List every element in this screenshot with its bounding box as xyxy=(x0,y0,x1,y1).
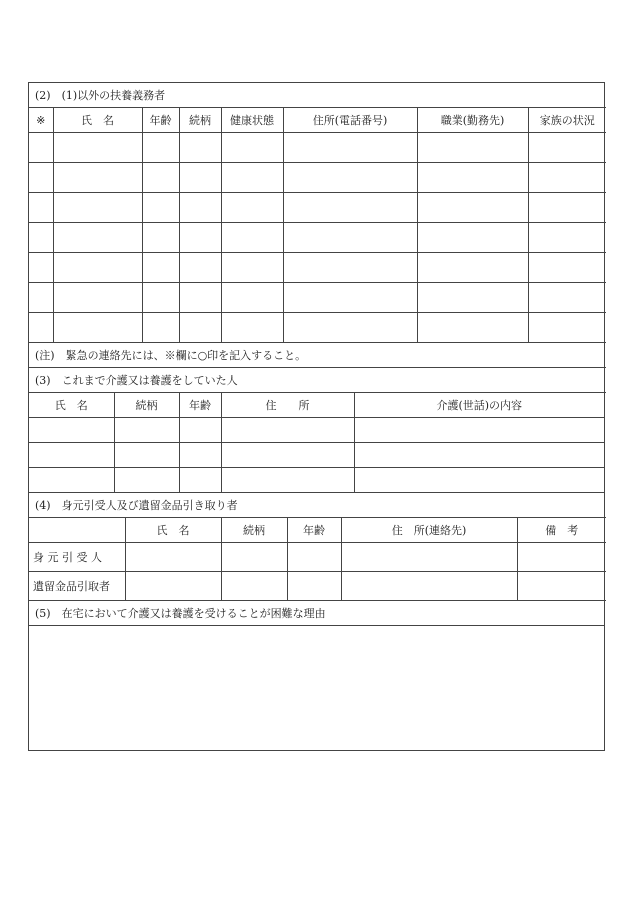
header-remarks: 備 考 xyxy=(517,518,606,543)
table-row xyxy=(29,253,606,283)
section-3-title: (3) これまで介護又は養護をしていた人 xyxy=(29,368,606,393)
name-cell[interactable] xyxy=(29,443,114,468)
age-cell[interactable] xyxy=(179,443,221,468)
relation-cell[interactable] xyxy=(221,572,287,601)
address-cell[interactable] xyxy=(283,313,417,343)
remarks-cell[interactable] xyxy=(517,572,606,601)
address-cell[interactable] xyxy=(221,468,354,493)
family-cell[interactable] xyxy=(528,253,606,283)
occupation-cell[interactable] xyxy=(417,133,528,163)
occupation-cell[interactable] xyxy=(417,193,528,223)
relation-cell[interactable] xyxy=(179,253,221,283)
health-cell[interactable] xyxy=(221,223,283,253)
relation-cell[interactable] xyxy=(114,468,179,493)
belongings-recipient-label: 遺留金品引取者 xyxy=(29,572,125,601)
relation-cell[interactable] xyxy=(179,193,221,223)
family-cell[interactable] xyxy=(528,313,606,343)
age-cell[interactable] xyxy=(287,543,341,572)
relation-cell[interactable] xyxy=(179,223,221,253)
table-row xyxy=(29,468,604,493)
address-cell[interactable] xyxy=(283,193,417,223)
section-2-table xyxy=(29,83,606,393)
address-cell[interactable] xyxy=(283,223,417,253)
section-4-title: (4) 身元引受人及び遺留金品引き取り者 xyxy=(29,493,604,518)
header-address-phone: 住所(電話番号) xyxy=(283,108,417,133)
age-cell[interactable] xyxy=(179,468,221,493)
occupation-cell[interactable] xyxy=(417,223,528,253)
header-age: 年齢 xyxy=(142,108,179,133)
mark-cell[interactable] xyxy=(29,253,53,283)
name-cell[interactable] xyxy=(29,468,114,493)
health-cell[interactable] xyxy=(221,313,283,343)
age-cell[interactable] xyxy=(142,223,179,253)
guarantor-label: 身 元 引 受 人 xyxy=(29,543,125,572)
name-cell[interactable] xyxy=(53,313,142,343)
age-cell[interactable] xyxy=(142,163,179,193)
mark-cell[interactable] xyxy=(29,283,53,313)
health-cell[interactable] xyxy=(221,133,283,163)
relation-cell[interactable] xyxy=(114,443,179,468)
remarks-cell[interactable] xyxy=(517,543,606,572)
name-cell[interactable] xyxy=(53,193,142,223)
family-cell[interactable] xyxy=(528,193,606,223)
table-row xyxy=(29,193,606,223)
name-cell[interactable] xyxy=(53,163,142,193)
care-application-form xyxy=(28,82,605,751)
header-address-contact: 住 所(連絡先) xyxy=(341,518,517,543)
header-age: 年齢 xyxy=(287,518,341,543)
header-relation: 続柄 xyxy=(114,393,179,418)
relation-cell[interactable] xyxy=(179,133,221,163)
address-cell[interactable] xyxy=(341,543,517,572)
family-cell[interactable] xyxy=(528,223,606,253)
name-cell[interactable] xyxy=(125,543,221,572)
table-row xyxy=(29,133,606,163)
occupation-cell[interactable] xyxy=(417,253,528,283)
address-cell[interactable] xyxy=(283,253,417,283)
section-3-table xyxy=(29,392,604,518)
table-row xyxy=(29,572,606,601)
address-cell[interactable] xyxy=(221,418,354,443)
health-cell[interactable] xyxy=(221,193,283,223)
header-name: 氏 名 xyxy=(29,393,114,418)
occupation-cell[interactable] xyxy=(417,283,528,313)
care-content-cell[interactable] xyxy=(354,443,604,468)
address-cell[interactable] xyxy=(283,283,417,313)
section-2-title: (2) (1)以外の扶養義務者 xyxy=(29,83,606,108)
age-cell[interactable] xyxy=(142,313,179,343)
header-relation: 続柄 xyxy=(179,108,221,133)
header-age: 年齢 xyxy=(179,393,221,418)
name-cell[interactable] xyxy=(29,418,114,443)
address-cell[interactable] xyxy=(221,443,354,468)
header-health: 健康状態 xyxy=(221,108,283,133)
age-cell[interactable] xyxy=(142,193,179,223)
emergency-contact-note: (注) 緊急の連絡先には、※欄に○印を記入すること。 xyxy=(29,343,606,368)
occupation-cell[interactable] xyxy=(417,313,528,343)
age-cell[interactable] xyxy=(142,253,179,283)
mark-cell[interactable] xyxy=(29,223,53,253)
age-cell[interactable] xyxy=(142,283,179,313)
relation-cell[interactable] xyxy=(221,543,287,572)
address-cell[interactable] xyxy=(283,133,417,163)
health-cell[interactable] xyxy=(221,163,283,193)
table-row xyxy=(29,313,606,343)
header-care-content: 介護(世話)の内容 xyxy=(354,393,604,418)
health-cell[interactable] xyxy=(221,253,283,283)
care-content-cell[interactable] xyxy=(354,418,604,443)
name-cell[interactable] xyxy=(53,133,142,163)
table-row xyxy=(29,418,604,443)
header-name: 氏 名 xyxy=(125,518,221,543)
mark-cell[interactable] xyxy=(29,193,53,223)
address-cell[interactable] xyxy=(341,572,517,601)
table-row xyxy=(29,283,606,313)
header-blank xyxy=(29,518,125,543)
relation-cell[interactable] xyxy=(179,283,221,313)
health-cell[interactable] xyxy=(221,283,283,313)
name-cell[interactable] xyxy=(53,223,142,253)
header-name: 氏 名 xyxy=(53,108,142,133)
header-mark: ※ xyxy=(29,108,53,133)
table-row xyxy=(29,223,606,253)
reason-text-area[interactable] xyxy=(29,626,604,751)
age-cell[interactable] xyxy=(287,572,341,601)
relation-cell[interactable] xyxy=(179,163,221,193)
header-family-status: 家族の状況 xyxy=(528,108,606,133)
family-cell[interactable] xyxy=(528,163,606,193)
name-cell[interactable] xyxy=(125,572,221,601)
name-cell[interactable] xyxy=(53,283,142,313)
name-cell[interactable] xyxy=(53,253,142,283)
age-cell[interactable] xyxy=(179,418,221,443)
header-relation: 続柄 xyxy=(221,518,287,543)
family-cell[interactable] xyxy=(528,283,606,313)
table-row xyxy=(29,443,604,468)
mark-cell[interactable] xyxy=(29,163,53,193)
table-row xyxy=(29,543,606,572)
address-cell[interactable] xyxy=(283,163,417,193)
table-row xyxy=(29,163,606,193)
age-cell[interactable] xyxy=(142,133,179,163)
section-5-table xyxy=(29,600,604,750)
section-5-title: (5) 在宅において介護又は養護を受けることが困難な理由 xyxy=(29,601,604,626)
family-cell[interactable] xyxy=(528,133,606,163)
header-address: 住 所 xyxy=(221,393,354,418)
occupation-cell[interactable] xyxy=(417,163,528,193)
mark-cell[interactable] xyxy=(29,133,53,163)
header-occupation: 職業(勤務先) xyxy=(417,108,528,133)
section-4-table xyxy=(29,517,606,601)
care-content-cell[interactable] xyxy=(354,468,604,493)
relation-cell[interactable] xyxy=(114,418,179,443)
relation-cell[interactable] xyxy=(179,313,221,343)
mark-cell[interactable] xyxy=(29,313,53,343)
